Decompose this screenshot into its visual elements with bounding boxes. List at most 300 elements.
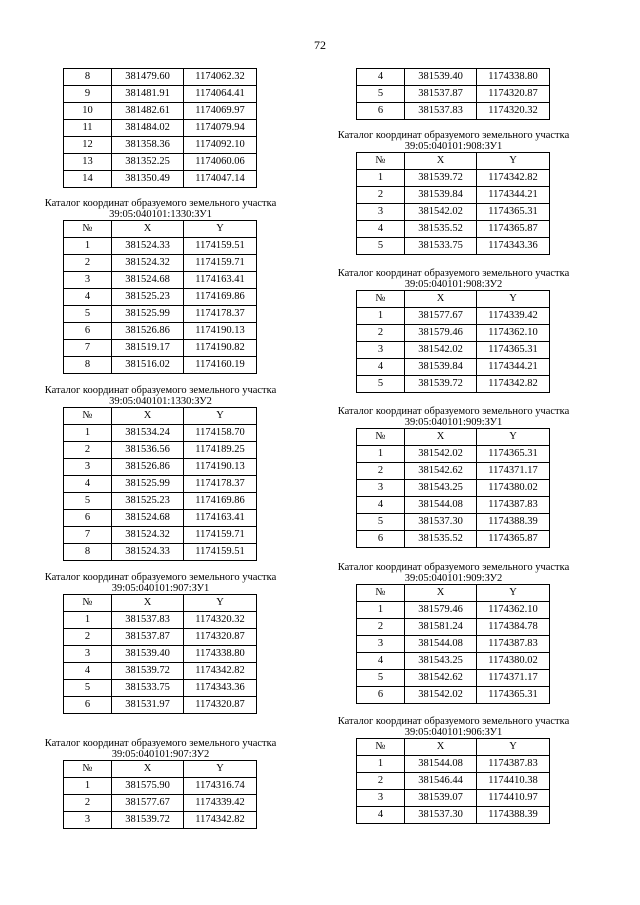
- x-coordinate: 381352.25: [112, 154, 184, 171]
- header-number: №: [357, 585, 405, 602]
- y-coordinate: 1174189.25: [184, 442, 257, 459]
- y-coordinate: 1174320.87: [184, 629, 257, 646]
- catalog-caption: Каталог координат образуемого земельного участка: [337, 268, 570, 279]
- y-coordinate: 1174159.71: [184, 255, 257, 272]
- header-x: X: [405, 429, 477, 446]
- y-coordinate: 1174339.42: [477, 308, 550, 325]
- x-coordinate: 381537.87: [112, 629, 184, 646]
- table-row: [64, 663, 257, 680]
- cadastral-number: 39:05:040101:907:ЗУ1: [111, 583, 210, 594]
- point-number: 2: [357, 463, 405, 480]
- point-number: 1: [64, 778, 112, 795]
- table-row: [357, 325, 550, 342]
- point-number: 8: [64, 357, 112, 374]
- header-number: №: [64, 595, 112, 612]
- point-number: 8: [64, 544, 112, 561]
- y-coordinate: 1174339.42: [184, 795, 257, 812]
- header-number: №: [64, 408, 112, 425]
- table-row: [64, 86, 257, 103]
- y-coordinate: 1174365.31: [477, 687, 550, 704]
- y-coordinate: 1174388.39: [477, 514, 550, 531]
- point-number: 2: [357, 187, 405, 204]
- y-coordinate: 1174410.97: [477, 790, 550, 807]
- header-y: Y: [477, 739, 550, 756]
- cadastral-number: 39:05:040101:908:ЗУ2: [404, 279, 503, 290]
- header-x: X: [405, 739, 477, 756]
- point-number: 11: [64, 120, 112, 137]
- y-coordinate: 1174371.17: [477, 463, 550, 480]
- x-coordinate: 381534.24: [112, 425, 184, 442]
- catalog-caption: Каталог координат образуемого земельного участка: [44, 738, 277, 749]
- point-number: 2: [357, 325, 405, 342]
- header-number: №: [64, 761, 112, 778]
- x-coordinate: 381524.33: [112, 544, 184, 561]
- point-number: 2: [64, 442, 112, 459]
- table-row: [357, 238, 550, 255]
- table-row: [64, 612, 257, 629]
- table-row: [357, 359, 550, 376]
- point-number: 3: [357, 342, 405, 359]
- coordinates-table: [63, 407, 257, 561]
- y-coordinate: 1174344.21: [477, 187, 550, 204]
- table-row: [64, 137, 257, 154]
- y-coordinate: 1174158.70: [184, 425, 257, 442]
- x-coordinate: 381525.99: [112, 476, 184, 493]
- catalog-caption: Каталог координат образуемого земельного участка: [44, 572, 277, 583]
- y-coordinate: 1174159.51: [184, 238, 257, 255]
- table-row: [64, 340, 257, 357]
- point-number: 1: [64, 612, 112, 629]
- coordinates-table: [356, 738, 550, 824]
- table-row: [64, 629, 257, 646]
- table-row: [64, 476, 257, 493]
- table-row: [357, 170, 550, 187]
- table-header-row: [357, 153, 550, 170]
- y-coordinate: 1174380.02: [477, 480, 550, 497]
- y-coordinate: 1174178.37: [184, 306, 257, 323]
- y-coordinate: 1174178.37: [184, 476, 257, 493]
- x-coordinate: 381519.17: [112, 340, 184, 357]
- x-coordinate: 381539.40: [112, 646, 184, 663]
- table-row: [357, 376, 550, 393]
- coordinate-catalog-block: [331, 68, 576, 120]
- point-number: 4: [357, 653, 405, 670]
- y-coordinate: 1174159.51: [184, 544, 257, 561]
- y-coordinate: 1174362.10: [477, 602, 550, 619]
- x-coordinate: 381524.68: [112, 272, 184, 289]
- header-number: №: [357, 153, 405, 170]
- y-coordinate: 1174343.36: [184, 680, 257, 697]
- y-coordinate: 1174387.83: [477, 636, 550, 653]
- header-y: Y: [477, 291, 550, 308]
- x-coordinate: 381581.24: [405, 619, 477, 636]
- header-y: Y: [477, 429, 550, 446]
- point-number: 5: [357, 86, 405, 103]
- x-coordinate: 381542.02: [405, 446, 477, 463]
- y-coordinate: 1174365.31: [477, 342, 550, 359]
- y-coordinate: 1174342.82: [184, 663, 257, 680]
- cadastral-number: 39:05:040101:1330:ЗУ1: [109, 209, 212, 220]
- x-coordinate: 381531.97: [112, 697, 184, 714]
- point-number: 8: [64, 69, 112, 86]
- x-coordinate: 381535.52: [405, 221, 477, 238]
- table-row: [64, 527, 257, 544]
- table-row: [357, 636, 550, 653]
- x-coordinate: 381481.91: [112, 86, 184, 103]
- table-row: [64, 544, 257, 561]
- point-number: 7: [64, 527, 112, 544]
- x-coordinate: 381537.87: [405, 86, 477, 103]
- table-row: [64, 357, 257, 374]
- y-coordinate: 1174169.86: [184, 493, 257, 510]
- table-header-row: [357, 585, 550, 602]
- table-header-row: [64, 221, 257, 238]
- point-number: 1: [64, 238, 112, 255]
- point-number: 3: [357, 636, 405, 653]
- y-coordinate: 1174387.83: [477, 756, 550, 773]
- y-coordinate: 1174320.87: [477, 86, 550, 103]
- x-coordinate: 381543.25: [405, 480, 477, 497]
- coordinate-catalog-block: [38, 738, 283, 829]
- catalog-caption: Каталог координат образуемого земельного участка: [337, 562, 570, 573]
- point-number: 4: [357, 221, 405, 238]
- coordinates-table: [63, 594, 257, 714]
- y-coordinate: 1174190.82: [184, 340, 257, 357]
- header-x: X: [405, 585, 477, 602]
- point-number: 4: [357, 69, 405, 86]
- cadastral-number: 39:05:040101:907:ЗУ2: [111, 749, 210, 760]
- x-coordinate: 381526.86: [112, 323, 184, 340]
- point-number: 5: [357, 376, 405, 393]
- table-row: [64, 171, 257, 188]
- table-row: [64, 103, 257, 120]
- table-row: [357, 86, 550, 103]
- x-coordinate: 381539.84: [405, 359, 477, 376]
- table-row: [357, 670, 550, 687]
- catalog-caption: Каталог координат образуемого земельного участка: [44, 385, 277, 396]
- table-row: [357, 480, 550, 497]
- table-row: [357, 308, 550, 325]
- header-x: X: [112, 761, 184, 778]
- y-coordinate: 1174064.41: [184, 86, 257, 103]
- header-number: №: [357, 291, 405, 308]
- coordinates-table: [356, 584, 550, 704]
- header-x: X: [112, 595, 184, 612]
- point-number: 2: [64, 795, 112, 812]
- table-row: [357, 756, 550, 773]
- y-coordinate: 1174160.19: [184, 357, 257, 374]
- point-number: 13: [64, 154, 112, 171]
- x-coordinate: 381539.40: [405, 69, 477, 86]
- y-coordinate: 1174380.02: [477, 653, 550, 670]
- y-coordinate: 1174342.82: [184, 812, 257, 829]
- x-coordinate: 381524.68: [112, 510, 184, 527]
- coordinate-catalog-block: [331, 130, 576, 255]
- table-row: [357, 204, 550, 221]
- x-coordinate: 381524.32: [112, 255, 184, 272]
- coordinate-catalog-block: [38, 198, 283, 374]
- x-coordinate: 381526.86: [112, 459, 184, 476]
- point-number: 6: [64, 697, 112, 714]
- y-coordinate: 1174062.32: [184, 69, 257, 86]
- header-number: №: [64, 221, 112, 238]
- point-number: 3: [357, 790, 405, 807]
- point-number: 5: [64, 306, 112, 323]
- table-row: [64, 306, 257, 323]
- header-y: Y: [184, 221, 257, 238]
- table-row: [64, 272, 257, 289]
- y-coordinate: 1174342.82: [477, 170, 550, 187]
- table-row: [64, 646, 257, 663]
- point-number: 5: [64, 680, 112, 697]
- x-coordinate: 381577.67: [405, 308, 477, 325]
- point-number: 6: [64, 510, 112, 527]
- point-number: 6: [64, 323, 112, 340]
- y-coordinate: 1174365.31: [477, 204, 550, 221]
- catalog-caption: Каталог координат образуемого земельного участка: [44, 198, 277, 209]
- point-number: 2: [357, 619, 405, 636]
- table-row: [357, 619, 550, 636]
- table-row: [64, 425, 257, 442]
- header-number: №: [357, 429, 405, 446]
- table-row: [64, 442, 257, 459]
- coordinate-catalog-block: [331, 562, 576, 704]
- point-number: 2: [64, 255, 112, 272]
- table-row: [357, 187, 550, 204]
- header-y: Y: [184, 595, 257, 612]
- point-number: 6: [357, 687, 405, 704]
- x-coordinate: 381539.72: [112, 812, 184, 829]
- coordinates-table: [356, 68, 550, 120]
- point-number: 5: [357, 670, 405, 687]
- point-number: 4: [357, 359, 405, 376]
- x-coordinate: 381535.52: [405, 531, 477, 548]
- point-number: 3: [64, 459, 112, 476]
- y-coordinate: 1174387.83: [477, 497, 550, 514]
- x-coordinate: 381542.02: [405, 342, 477, 359]
- point-number: 3: [64, 646, 112, 663]
- table-header-row: [357, 429, 550, 446]
- y-coordinate: 1174069.97: [184, 103, 257, 120]
- x-coordinate: 381533.75: [405, 238, 477, 255]
- y-coordinate: 1174365.31: [477, 446, 550, 463]
- table-row: [64, 289, 257, 306]
- point-number: 3: [357, 204, 405, 221]
- point-number: 1: [64, 425, 112, 442]
- coordinate-catalog-block: [331, 268, 576, 393]
- table-row: [357, 531, 550, 548]
- y-coordinate: 1174320.32: [184, 612, 257, 629]
- x-coordinate: 381579.46: [405, 602, 477, 619]
- y-coordinate: 1174362.10: [477, 325, 550, 342]
- table-row: [357, 773, 550, 790]
- y-coordinate: 1174190.13: [184, 323, 257, 340]
- y-coordinate: 1174410.38: [477, 773, 550, 790]
- table-header-row: [64, 408, 257, 425]
- x-coordinate: 381537.83: [405, 103, 477, 120]
- y-coordinate: 1174344.21: [477, 359, 550, 376]
- x-coordinate: 381577.67: [112, 795, 184, 812]
- y-coordinate: 1174163.41: [184, 272, 257, 289]
- table-row: [357, 103, 550, 120]
- y-coordinate: 1174163.41: [184, 510, 257, 527]
- cadastral-number: 39:05:040101:908:ЗУ1: [404, 141, 503, 152]
- table-row: [64, 238, 257, 255]
- table-row: [64, 778, 257, 795]
- table-row: [357, 790, 550, 807]
- x-coordinate: 381539.72: [405, 170, 477, 187]
- header-x: X: [112, 221, 184, 238]
- x-coordinate: 381575.90: [112, 778, 184, 795]
- x-coordinate: 381579.46: [405, 325, 477, 342]
- x-coordinate: 381479.60: [112, 69, 184, 86]
- point-number: 5: [357, 238, 405, 255]
- point-number: 6: [357, 531, 405, 548]
- table-row: [357, 497, 550, 514]
- table-header-row: [64, 761, 257, 778]
- x-coordinate: 381542.62: [405, 670, 477, 687]
- table-row: [64, 120, 257, 137]
- point-number: 6: [357, 103, 405, 120]
- table-row: [357, 807, 550, 824]
- table-row: [357, 514, 550, 531]
- cadastral-number: 39:05:040101:906:ЗУ1: [404, 727, 503, 738]
- point-number: 3: [357, 480, 405, 497]
- cadastral-number: 39:05:040101:1330:ЗУ2: [109, 396, 212, 407]
- x-coordinate: 381537.30: [405, 514, 477, 531]
- table-row: [64, 255, 257, 272]
- coordinates-table: [356, 290, 550, 393]
- y-coordinate: 1174047.14: [184, 171, 257, 188]
- point-number: 4: [357, 497, 405, 514]
- coordinates-table: [356, 428, 550, 548]
- y-coordinate: 1174343.36: [477, 238, 550, 255]
- coordinate-catalog-block: [38, 572, 283, 714]
- x-coordinate: 381539.72: [405, 376, 477, 393]
- y-coordinate: 1174365.87: [477, 221, 550, 238]
- table-row: [64, 795, 257, 812]
- table-row: [357, 687, 550, 704]
- x-coordinate: 381482.61: [112, 103, 184, 120]
- point-number: 1: [357, 756, 405, 773]
- page-number: 72: [314, 38, 326, 52]
- catalog-caption: Каталог координат образуемого земельного участка: [337, 130, 570, 141]
- y-coordinate: 1174190.13: [184, 459, 257, 476]
- cadastral-number: 39:05:040101:909:ЗУ1: [404, 417, 503, 428]
- coordinate-catalog-block: [331, 406, 576, 548]
- y-coordinate: 1174320.32: [477, 103, 550, 120]
- table-row: [357, 446, 550, 463]
- header-y: Y: [184, 408, 257, 425]
- y-coordinate: 1174371.17: [477, 670, 550, 687]
- table-row: [64, 459, 257, 476]
- y-coordinate: 1174079.94: [184, 120, 257, 137]
- x-coordinate: 381542.02: [405, 687, 477, 704]
- table-header-row: [357, 291, 550, 308]
- coordinates-table: [63, 220, 257, 374]
- x-coordinate: 381524.33: [112, 238, 184, 255]
- x-coordinate: 381524.32: [112, 527, 184, 544]
- point-number: 1: [357, 446, 405, 463]
- x-coordinate: 381537.83: [112, 612, 184, 629]
- point-number: 1: [357, 308, 405, 325]
- y-coordinate: 1174320.87: [184, 697, 257, 714]
- y-coordinate: 1174092.10: [184, 137, 257, 154]
- y-coordinate: 1174342.82: [477, 376, 550, 393]
- table-row: [357, 69, 550, 86]
- point-number: 5: [357, 514, 405, 531]
- y-coordinate: 1174388.39: [477, 807, 550, 824]
- x-coordinate: 381537.30: [405, 807, 477, 824]
- point-number: 1: [357, 602, 405, 619]
- x-coordinate: 381484.02: [112, 120, 184, 137]
- table-row: [64, 680, 257, 697]
- table-row: [357, 342, 550, 359]
- x-coordinate: 381350.49: [112, 171, 184, 188]
- header-y: Y: [184, 761, 257, 778]
- cadastral-number: 39:05:040101:909:ЗУ2: [404, 573, 503, 584]
- point-number: 12: [64, 137, 112, 154]
- table-row: [64, 697, 257, 714]
- coordinate-catalog-block: [38, 385, 283, 561]
- x-coordinate: 381546.44: [405, 773, 477, 790]
- table-row: [357, 602, 550, 619]
- x-coordinate: 381542.62: [405, 463, 477, 480]
- table-header-row: [357, 739, 550, 756]
- x-coordinate: 381358.36: [112, 137, 184, 154]
- table-row: [64, 154, 257, 171]
- x-coordinate: 381525.23: [112, 289, 184, 306]
- table-row: [64, 69, 257, 86]
- x-coordinate: 381525.99: [112, 306, 184, 323]
- y-coordinate: 1174060.06: [184, 154, 257, 171]
- point-number: 14: [64, 171, 112, 188]
- x-coordinate: 381544.08: [405, 756, 477, 773]
- y-coordinate: 1174169.86: [184, 289, 257, 306]
- point-number: 5: [64, 493, 112, 510]
- table-row: [64, 493, 257, 510]
- header-y: Y: [477, 585, 550, 602]
- point-number: 7: [64, 340, 112, 357]
- catalog-caption: Каталог координат образуемого земельного участка: [337, 716, 570, 727]
- y-coordinate: 1174365.87: [477, 531, 550, 548]
- point-number: 4: [64, 289, 112, 306]
- point-number: 3: [64, 272, 112, 289]
- point-number: 9: [64, 86, 112, 103]
- x-coordinate: 381533.75: [112, 680, 184, 697]
- header-number: №: [357, 739, 405, 756]
- coordinates-table: [63, 760, 257, 829]
- x-coordinate: 381536.56: [112, 442, 184, 459]
- y-coordinate: 1174338.80: [184, 646, 257, 663]
- y-coordinate: 1174159.71: [184, 527, 257, 544]
- header-x: X: [112, 408, 184, 425]
- header-x: X: [405, 291, 477, 308]
- x-coordinate: 381544.08: [405, 497, 477, 514]
- coordinate-catalog-block: [331, 716, 576, 824]
- y-coordinate: 1174316.74: [184, 778, 257, 795]
- table-row: [64, 510, 257, 527]
- x-coordinate: 381539.84: [405, 187, 477, 204]
- x-coordinate: 381516.02: [112, 357, 184, 374]
- x-coordinate: 381525.23: [112, 493, 184, 510]
- catalog-caption: Каталог координат образуемого земельного участка: [337, 406, 570, 417]
- y-coordinate: 1174384.78: [477, 619, 550, 636]
- point-number: 3: [64, 812, 112, 829]
- x-coordinate: 381539.72: [112, 663, 184, 680]
- point-number: 4: [357, 807, 405, 824]
- point-number: 1: [357, 170, 405, 187]
